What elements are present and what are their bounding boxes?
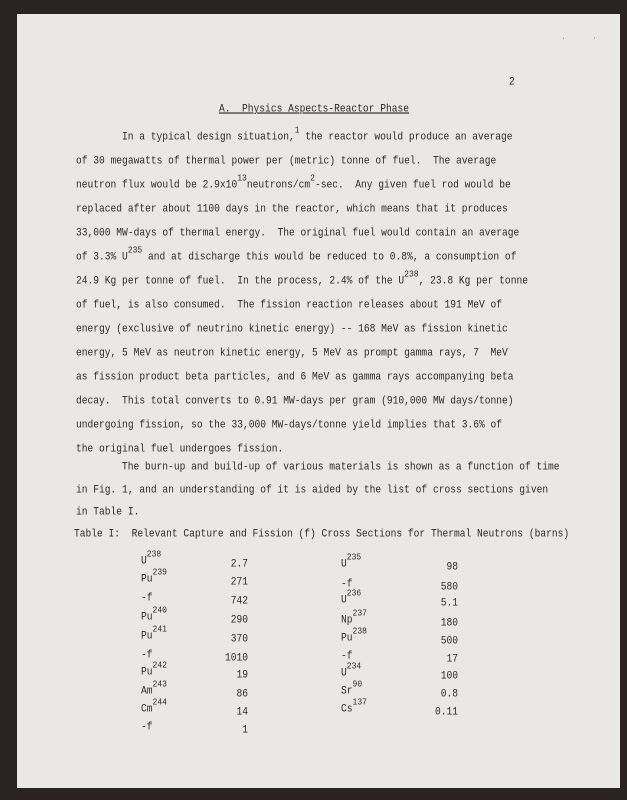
body-line [76, 173, 511, 193]
element-symbol: Np [341, 613, 353, 626]
cross-section-value: 180 [440, 616, 458, 629]
nuclide [141, 567, 167, 587]
body-line [76, 269, 528, 289]
element-symbol: Pu [141, 572, 153, 585]
nuclide [141, 660, 167, 680]
mass-number: 238 [146, 549, 162, 560]
text-segment: and at discharge this would be reduced to 0.8%, a consumption of [142, 250, 517, 263]
text-segment: the original fuel undergoes fission. [76, 442, 284, 455]
nuclide [141, 647, 153, 663]
text-segment: the reactor would produce an average [299, 130, 513, 143]
text-segment: of 3.3% U [76, 250, 128, 263]
body-line [76, 417, 502, 433]
cross-section-value: 271 [230, 575, 248, 588]
nuclide [141, 590, 153, 606]
nuclide [141, 719, 153, 735]
element-symbol: -f [141, 648, 153, 661]
mass-number: 241 [152, 624, 167, 635]
corner-mark: ʼ [594, 38, 596, 44]
body-line [76, 245, 517, 265]
cross-section-value: 580 [440, 580, 458, 593]
mass-number: 240 [152, 605, 167, 616]
text-segment: 24.9 Kg per tonne of fuel. In the process, 2.4% of the U [76, 274, 405, 287]
text-segment: decay. This total converts to 0.91 MW-days per gram (910,000 MW days/tonne) [76, 394, 514, 407]
element-symbol: Pu [341, 631, 353, 644]
mass-number: 234 [346, 661, 362, 672]
element-symbol: Pu [141, 610, 153, 623]
body-line [76, 393, 514, 409]
body-line [76, 369, 514, 385]
body-line [76, 201, 508, 217]
text-segment: undergoing fission, so the 33,000 MW-days/tonne yield implies that 3.6% of [76, 418, 503, 431]
document-page [17, 14, 620, 788]
cross-section-value: 19 [236, 668, 248, 681]
page-number: 2 [509, 75, 515, 88]
mass-number: 235 [346, 552, 362, 563]
cross-section-value: 5.1 [440, 596, 458, 609]
text-segment: energy, 5 MeV as neutron kinetic energy, 5 MeV as prompt gamma rays, 7 MeV [76, 346, 508, 359]
mass-number: 137 [352, 697, 367, 708]
cross-section-value: 1010 [224, 651, 248, 664]
cross-section-value: 0.11 [434, 705, 458, 718]
cross-section-value: 14 [236, 705, 248, 718]
nuclide [341, 697, 367, 717]
text-segment: , 23.8 Kg per tonne [418, 274, 528, 287]
element-symbol: U [341, 666, 347, 679]
cross-section-value: 370 [230, 632, 248, 645]
mass-number: 237 [352, 608, 367, 619]
element-symbol: -f [141, 720, 153, 733]
text-segment: -sec. Any given fuel rod would be [314, 178, 511, 191]
element-symbol: Cm [141, 702, 153, 715]
element-symbol: -f [341, 577, 353, 590]
text-segment: 33,000 MW-days of thermal energy. The original fuel would contain an average [76, 226, 520, 239]
mass-number: 90 [352, 679, 363, 690]
body-line [76, 345, 508, 361]
text-segment: The burn-up and build-up of various materials is shown as a function of time [122, 460, 560, 473]
element-symbol: Pu [141, 665, 153, 678]
element-symbol: -f [141, 591, 153, 604]
cross-section-value: 500 [440, 634, 458, 647]
element-symbol: U [341, 557, 347, 570]
body-line [76, 153, 496, 169]
mass-number: 238 [352, 626, 367, 637]
element-symbol: U [141, 554, 147, 567]
nuclide [141, 624, 167, 644]
text-segment: neutron flux would be 2.9x10 [76, 178, 238, 191]
superscript: 13 [237, 173, 247, 184]
body-line [76, 225, 519, 241]
cross-section-value: 100 [440, 669, 458, 682]
mass-number: 242 [152, 660, 167, 671]
section-heading: A. Physics Aspects-Reactor Phase [219, 102, 409, 115]
element-symbol: Cs [341, 702, 353, 715]
body-line [76, 482, 548, 498]
table-caption: Table I: Relevant Capture and Fission (f) Cross Sections for Thermal Neutrons (barns) [74, 527, 570, 540]
text-segment: of 30 megawatts of thermal power per (metric) tonne of fuel. The average [76, 154, 497, 167]
cross-section-value: 742 [230, 594, 248, 607]
cross-section-value: 1 [242, 723, 248, 736]
text-segment: replaced after about 1100 days in the reactor, which means that it produces [76, 202, 508, 215]
nuclide [141, 697, 167, 717]
superscript: 235 [127, 245, 143, 256]
cross-section-value: 290 [230, 613, 248, 626]
text-segment: energy (exclusive of neutrino kinetic energy) -- 168 MeV as fission kinetic [76, 322, 508, 335]
nuclide [341, 626, 367, 646]
corner-mark: ‘ [563, 38, 565, 44]
cross-section-value: 0.8 [440, 687, 458, 700]
cross-section-value: 98 [446, 560, 458, 573]
cross-section-value: 17 [446, 652, 458, 665]
cross-section-value: 86 [236, 687, 248, 700]
text-segment: in Table I. [76, 505, 140, 518]
nuclide [341, 552, 362, 572]
text-segment: as fission product beta particles, and 6 MeV as gamma rays accompanying beta [76, 370, 514, 383]
element-symbol: U [341, 593, 347, 606]
nuclide [341, 588, 362, 608]
mass-number: 243 [152, 679, 167, 690]
mass-number: 239 [152, 567, 167, 578]
text-segment: neutrons/cm [246, 178, 311, 191]
text-segment: of fuel, is also consumed. The fission reaction releases about 191 MeV of [76, 298, 503, 311]
mass-number: 244 [152, 697, 167, 708]
body-line [76, 441, 283, 457]
superscript: 238 [404, 269, 419, 280]
body-line [76, 504, 139, 520]
body-line [122, 459, 560, 475]
mass-number: 236 [346, 588, 362, 599]
text-segment: In a typical design situation, [122, 130, 295, 143]
element-symbol: Sr [341, 684, 353, 697]
body-line [122, 125, 513, 145]
cross-section-value: 2.7 [230, 557, 248, 570]
text-segment: in Fig. 1, and an understanding of it is aided by the list of cross sections given [76, 483, 549, 496]
superscript: 1 [294, 125, 300, 136]
element-symbol: Am [141, 684, 153, 697]
nuclide [141, 605, 167, 625]
superscript: 2 [310, 173, 315, 184]
element-symbol: -f [341, 649, 353, 662]
element-symbol: Pu [141, 629, 153, 642]
body-line [76, 297, 502, 313]
body-line [76, 321, 508, 337]
